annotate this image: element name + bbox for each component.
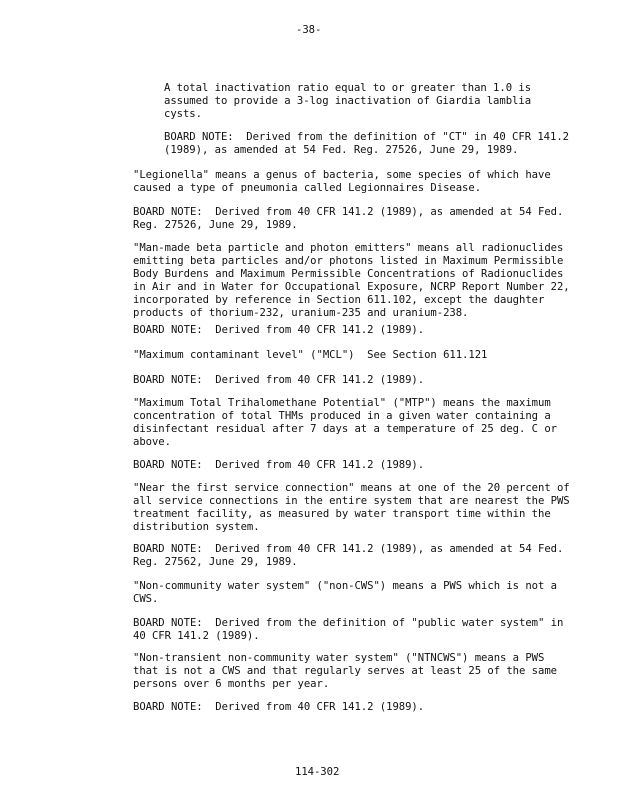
text-line: "Maximum contaminant level" ("MCL") See Section 611.121 <box>133 349 488 361</box>
text-line: all service connections in the entire system that are nearest the PWS <box>133 495 570 507</box>
text-line: emitting beta particles and/or photons listed in Maximum Permissible <box>133 255 564 267</box>
text-line: treatment facility, as measured by water transport time within the <box>133 508 551 520</box>
text-line: "Near the first service connection" means at one of the 20 percent of <box>133 482 570 494</box>
text-line: BOARD NOTE: Derived from 40 CFR 141.2 (1989), as amended at 54 Fed. <box>133 543 564 555</box>
text-line: (1989), as amended at 54 Fed. Reg. 27526, June 29, 1989. <box>164 144 519 156</box>
text-line: that is not a CWS and that regularly serves at least 25 of the same <box>133 665 557 677</box>
text-line: BOARD NOTE: Derived from 40 CFR 141.2 (1989). <box>133 374 425 386</box>
text-line: in Air and in Water for Occupational Exposure, NCRP Report Number 22, <box>133 281 570 293</box>
text-line: "Legionella" means a genus of bacteria, some species of which have <box>133 169 551 181</box>
text-line: "Non-community water system" ("non-CWS") means a PWS which is not a <box>133 580 557 592</box>
text-line: Reg. 27526, June 29, 1989. <box>133 219 298 231</box>
text-line: A total inactivation ratio equal to or greater than 1.0 is <box>164 82 532 94</box>
text-line: cysts. <box>164 108 202 120</box>
text-line: concentration of total THMs produced in a given water containing a <box>133 410 551 422</box>
text-line: "Non-transient non-community water system" ("NTNCWS") means a PWS <box>133 652 545 664</box>
text-line: above. <box>133 436 171 448</box>
text-line: BOARD NOTE: Derived from 40 CFR 141.2 (1989). <box>133 324 425 336</box>
text-line: caused a type of pneumonia called Legionnaires Disease. <box>133 182 482 194</box>
text-line: BOARD NOTE: Derived from 40 CFR 141.2 (1989), as amended at 54 Fed. <box>133 206 564 218</box>
text-line: distribution system. <box>133 521 260 533</box>
text-line: BOARD NOTE: Derived from the definition of "public water system" in <box>133 617 564 629</box>
text-line: Reg. 27562, June 29, 1989. <box>133 556 298 568</box>
page-footer-code: 114-302 <box>295 766 340 778</box>
text-line: BOARD NOTE: Derived from the definition of "CT" in 40 CFR 141.2 <box>164 131 569 143</box>
text-line: assumed to provide a 3-log inactivation of Giardia lamblia <box>164 95 532 107</box>
text-line: disinfectant residual after 7 days at a temperature of 25 deg. C or <box>133 423 557 435</box>
text-line: Body Burdens and Maximum Permissible Concentrations of Radionuclides <box>133 268 564 280</box>
text-line: BOARD NOTE: Derived from 40 CFR 141.2 (1989). <box>133 701 425 713</box>
text-line: BOARD NOTE: Derived from 40 CFR 141.2 (1989). <box>133 459 425 471</box>
text-line: incorporated by reference in Section 611.102, except the daughter <box>133 294 545 306</box>
text-line: "Man-made beta particle and photon emitters" means all radionuclides <box>133 242 564 254</box>
text-line: products of thorium-232, uranium-235 and uranium-238. <box>133 307 469 319</box>
page-number: -38- <box>296 24 322 36</box>
text-line: "Maximum Total Trihalomethane Potential" ("MTP") means the maximum <box>133 397 551 409</box>
text-line: CWS. <box>133 593 159 605</box>
text-line: persons over 6 months per year. <box>133 678 330 690</box>
text-line: 40 CFR 141.2 (1989). <box>133 630 260 642</box>
